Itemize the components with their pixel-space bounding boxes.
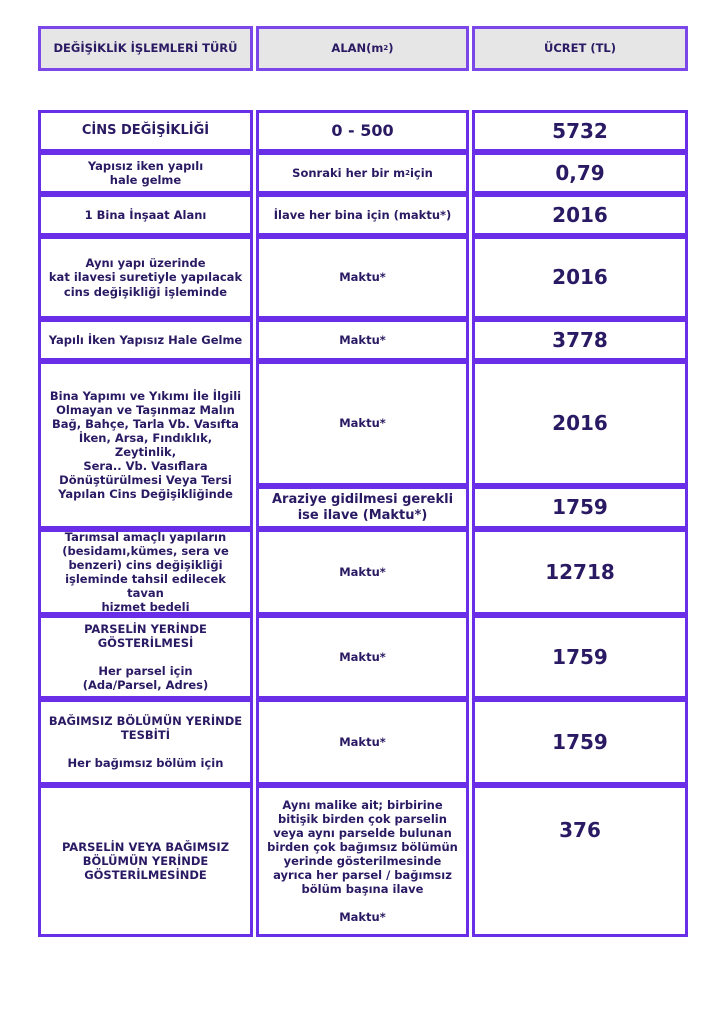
row-fee: 5732 [472,110,688,152]
row-fee: 1759 [472,615,688,699]
header-type: DEĞİŞİKLİK İŞLEMLERİ TÜRÜ [38,26,253,71]
row-type: Tarımsal amaçlı yapıların (besidamı,kümes, sera ve benzeri) cins değişikliği işleminde tahsil edilecek tavan hizmet bedeli [38,529,253,615]
row-area: İlave her bina için (maktu*) [256,194,469,236]
row-area: Aynı malike ait; birbirine bitişik birden çok parselin veya aynı parselde bulunan birden çok bağımsız bölümün yerinde gösterilmesinde ayrıca her parsel / bağımsız bölüm başına ilave Maktu* [256,785,469,937]
row-type: PARSELİN VEYA BAĞIMSIZ BÖLÜMÜN YERİNDE GÖSTERİLMESİNDE [38,785,253,937]
row-fee: 2016 [472,361,688,486]
header-fee: ÜCRET (TL) [472,26,688,71]
row-type: Aynı yapı üzerinde kat ilavesi suretiyle yapılacak cins değişikliği işleminde [38,236,253,319]
row-area: Maktu* [256,529,469,615]
row-fee: 2016 [472,236,688,319]
row-area-range: 0 - 500 [256,110,469,152]
row-type: Yapılı İken Yapısız Hale Gelme [38,319,253,361]
row-area: Maktu* [256,699,469,785]
row-fee-extra: 1759 [472,486,688,529]
row-fee: 1759 [472,699,688,785]
row-area-extra: Araziye gidilmesi gerekli ise ilave (Maktu*) [256,486,469,529]
row-fee: 12718 [472,529,688,615]
row-area: Maktu* [256,361,469,486]
row-fee: 2016 [472,194,688,236]
header-area [256,26,469,71]
row-type: Bina Yapımı ve Yıkımı İle İlgili Olmayan ve Taşınmaz Malın Bağ, Bahçe, Tarla Vb. Vasıfta İken, Arsa, Fındıklık, Zeytinlik, Sera.. Vb. Vasıflara Dönüştürülmesi Veya Tersi Yapılan Cins Değişikliğinde [38,361,253,529]
row-type: 1 Bina İnşaat Alanı [38,194,253,236]
row-area-end: için [409,165,433,180]
row-fee: 3778 [472,319,688,361]
row-fee: 0,79 [472,152,688,194]
row-area: Maktu* [256,319,469,361]
row-type-cins-degisikligi: CİNS DEĞİŞİKLİĞİ [38,110,253,152]
row-area-text: Sonraki her bir m [292,165,406,180]
row-area [256,152,469,194]
row-fee: 376 [472,785,688,937]
row-area: Maktu* [256,236,469,319]
header-area-text: ALAN(m [331,41,384,56]
header-area-sup: 2 [383,44,389,53]
header-area-end: ) [388,41,394,56]
row-area: Maktu* [256,615,469,699]
row-area-sup: 2 [405,168,410,177]
row-type: BAĞIMSIZ BÖLÜMÜN YERİNDE TESBİTİ Her bağımsız bölüm için [38,699,253,785]
row-type: Yapısız iken yapılı hale gelme [38,152,253,194]
row-type: PARSELİN YERİNDE GÖSTERİLMESİ Her parsel için (Ada/Parsel, Adres) [38,615,253,699]
